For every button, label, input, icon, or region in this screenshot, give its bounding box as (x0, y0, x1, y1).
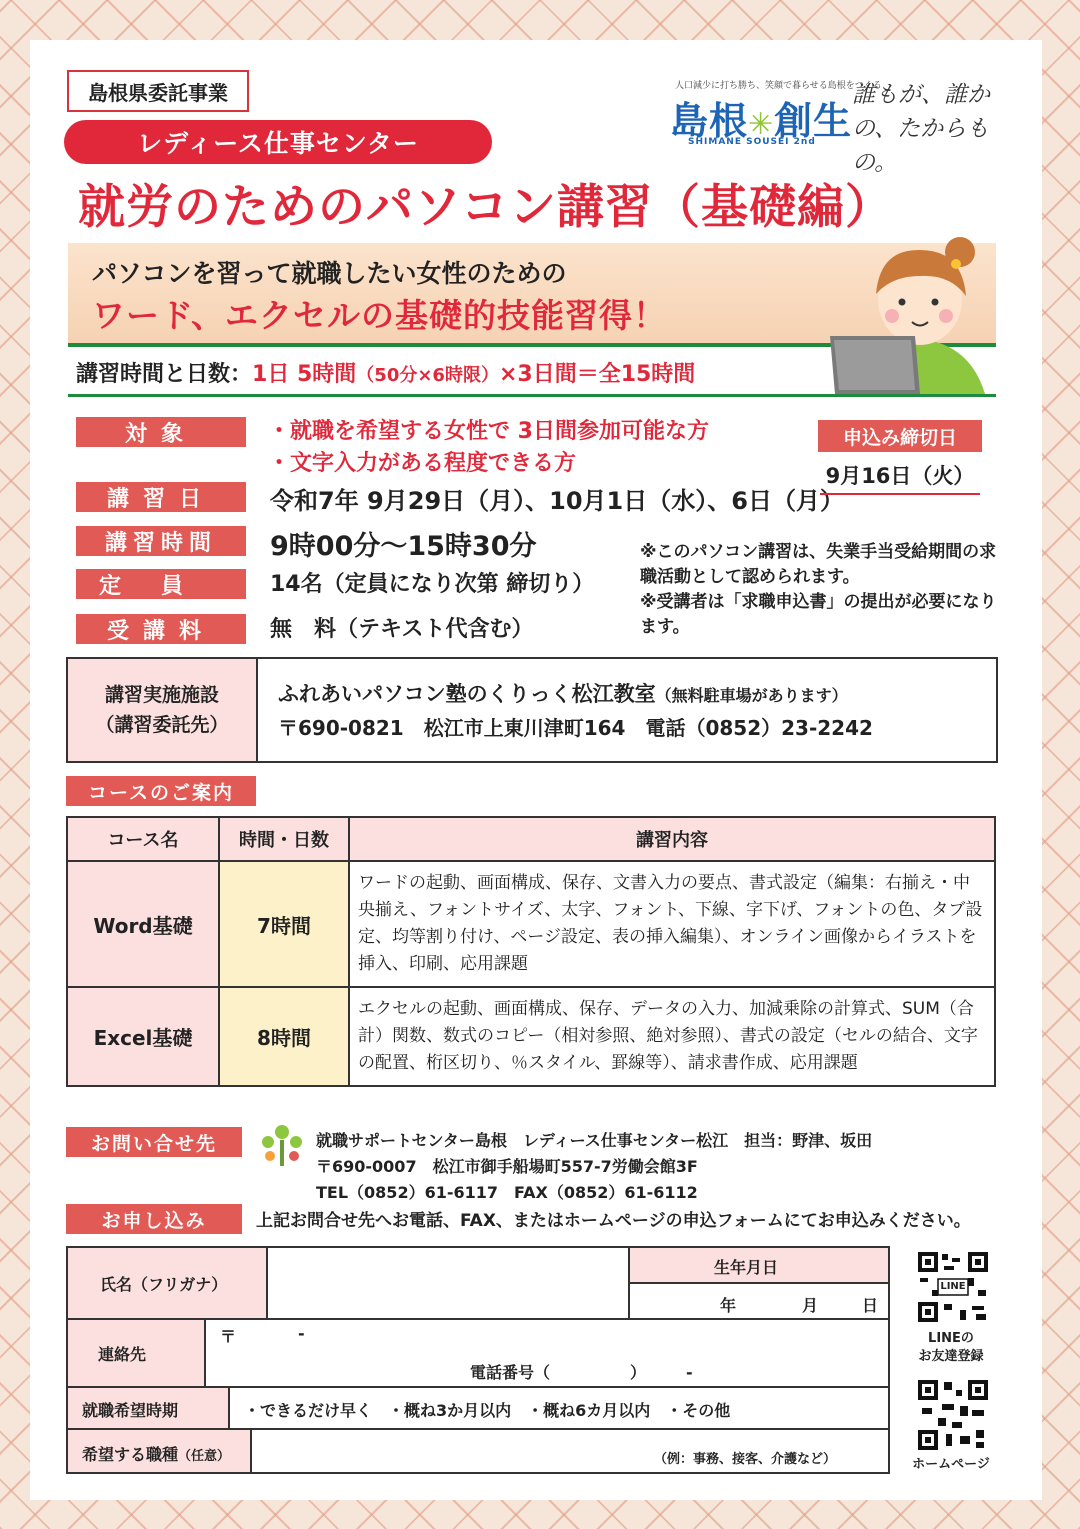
course-desc-excel: エクセルの起動、画面構成、保存、データの入力、加減乗除の計算式、SUM（合計）関数、数式のコピー（相対参照、絶対参照）、書式の設定（セルの結合、文字の配置、桁区切り、％スタイル、罫線等）、請求書作成、応用課題 (349, 987, 995, 1086)
contact-info (316, 1128, 872, 1206)
line-caption-1: LINEの (928, 1331, 974, 1346)
table-row (67, 861, 995, 987)
target-label: 対象 (76, 417, 246, 447)
facility-name-line (278, 678, 848, 708)
course-header-row (67, 817, 995, 861)
facility-header-2: （講習委託先） (95, 714, 229, 736)
form-rule (250, 1428, 252, 1472)
postal-mark: 〒 (220, 1327, 237, 1346)
time-label: 講習時間 (76, 526, 246, 556)
date-label: 講習日 (76, 482, 246, 512)
course-time-word: 7時間 (219, 861, 349, 987)
hours-label: 講習時間と日数： (76, 362, 253, 387)
deadline-value: 9月16日（火） (820, 460, 980, 495)
form-rule (204, 1318, 206, 1386)
facility-address: 〒690-0821 松江市上東川津町164 電話（0852）23-2242 (278, 716, 873, 740)
deadline-label: 申込み締切日 (818, 420, 982, 452)
timing-options: ・できるだけ早く ・概ね3か月以内 ・概ね6カ月以内 ・その他 (244, 1401, 731, 1420)
course-header-name: コース名 (67, 817, 219, 861)
apply-instructions: 上記お問合せ先へお電話、FAX、またはホームページの申込フォームにてお申込みください。 (256, 1211, 971, 1231)
course-table (66, 816, 996, 1087)
fee-label: 受講料 (76, 614, 246, 644)
hours-line (76, 357, 695, 388)
fee-value: 無 料（テキスト代含む） (270, 617, 534, 642)
date-value: 令和7年 9月29日（月）、10月1日（水）、6日（月） (270, 487, 844, 515)
course-name-word: Word基礎 (67, 861, 219, 987)
center-name-pill: レディース仕事センター (64, 120, 492, 164)
capacity-value: 14名（定員になり次第 締切り） (270, 572, 595, 597)
hours-breakdown: （50分×6時限） (356, 365, 499, 386)
birth-month: 月 (802, 1296, 819, 1315)
job-field-label (82, 1442, 230, 1465)
job-optional: （任意） (178, 1449, 231, 1464)
course-header-content: 講習内容 (349, 817, 995, 861)
apply-section-label: お申し込み (66, 1204, 242, 1234)
banner-line-1: パソコンを習って就職したい女性のための (92, 259, 567, 288)
page-title: 就労のためのパソコン講習（基礎編） (78, 180, 894, 235)
facility-header (68, 659, 258, 761)
job-example: （例：事務、接客、介護など） (654, 1452, 837, 1467)
birth-day: 日 (862, 1296, 879, 1315)
form-rule (266, 1248, 268, 1318)
phone-label: 電話番号（ ） - (470, 1363, 693, 1382)
birth-label: 生年月日 (714, 1258, 779, 1277)
green-divider (68, 394, 996, 397)
qr-code-icon (916, 1378, 990, 1452)
name-field-label: 氏名（フリガナ） (100, 1275, 228, 1294)
time-value: 9時00分～15時30分 (270, 531, 537, 562)
target-line-1: ・就職を希望する女性で 3日間参加可能な方 (268, 419, 709, 444)
course-desc-word: ワードの起動、画面構成、保存、文書入力の要点、書式設定（編集：右揃え・中央揃え、フォントサイズ、太字、フォント、下線、字下げ、フォントの色、タブ設定、均等割り付け、ページ設定、表の挿入編集）、オンライン画像からイラストを挿入、印刷、応用課題 (349, 861, 995, 987)
line-qr-caption (905, 1330, 997, 1366)
contact-line-2: 〒690-0007 松江市御手船場町557-7労働会館3F (316, 1157, 698, 1176)
woman-laptop-illustration (820, 234, 1000, 394)
birth-year: 年 (720, 1296, 737, 1315)
logo-text-b: 創生 (774, 99, 853, 143)
qr-line-label: LINE (940, 1281, 966, 1292)
logo-subtext: SHIMANE SOUSEI 2nd (688, 137, 816, 147)
postal-dash: - (298, 1324, 305, 1343)
banner-line-2: ワード、エクセルの基礎的技能習得！ (92, 296, 668, 335)
application-form (66, 1246, 890, 1474)
course-name-excel: Excel基礎 (67, 987, 219, 1086)
star-icon: ✳ (748, 107, 775, 142)
form-rule (228, 1386, 230, 1428)
contact-section-label: お問い合せ先 (66, 1127, 242, 1157)
contact-line-3: TEL（0852）61-6117 FAX（0852）61-6112 (316, 1183, 698, 1202)
homepage-qr-caption: ホームページ (912, 1457, 990, 1472)
tree-logo-icon (256, 1122, 308, 1168)
target-line-2: ・文字入力がある程度できる方 (268, 451, 577, 476)
table-row (67, 987, 995, 1086)
facility-header-1: 講習実施施設 (104, 684, 219, 706)
course-header-time: 時間・日数 (219, 817, 349, 861)
capacity-label: 定員 (76, 569, 246, 599)
form-rule (628, 1282, 888, 1284)
course-section-label: コースのご案内 (66, 776, 256, 806)
logo-tagline: 人口減少に打ち勝ち、笑顔で暮らせる島根をつくる (675, 81, 882, 91)
course-time-excel: 8時間 (219, 987, 349, 1086)
logo-text-a: 島根 (670, 99, 749, 143)
contact-field-label: 連絡先 (98, 1345, 147, 1364)
note-2: ※受講者は「求職申込書」の提出が必要になります。 (640, 592, 997, 637)
timing-field-label: 就職希望時期 (82, 1401, 179, 1420)
facility-parking: （無料駐車場があります） (655, 686, 848, 705)
line-caption-2: お友達登録 (918, 1349, 984, 1364)
hours-total: ×3日間＝全15時間 (498, 362, 696, 387)
handwritten-tagline: 誰もが、誰かの、たからもの。 (852, 82, 990, 176)
facility-name: ふれあいパソコン塾のくりっく松江教室 (278, 682, 656, 706)
hours-per-day: 1日 5時間 (252, 362, 357, 387)
note-1: ※このパソコン講習は、失業手当受給期間の求職活動として認められます。 (640, 542, 997, 587)
commission-badge: 島根県委託事業 (67, 70, 249, 112)
contact-line-1: 就職サポートセンター島根 レディース仕事センター松江 担当：野津、坂田 (316, 1131, 873, 1150)
notes (640, 540, 1000, 640)
homepage-qr-code[interactable] (916, 1378, 990, 1452)
job-label: 希望する職種 (82, 1445, 179, 1464)
